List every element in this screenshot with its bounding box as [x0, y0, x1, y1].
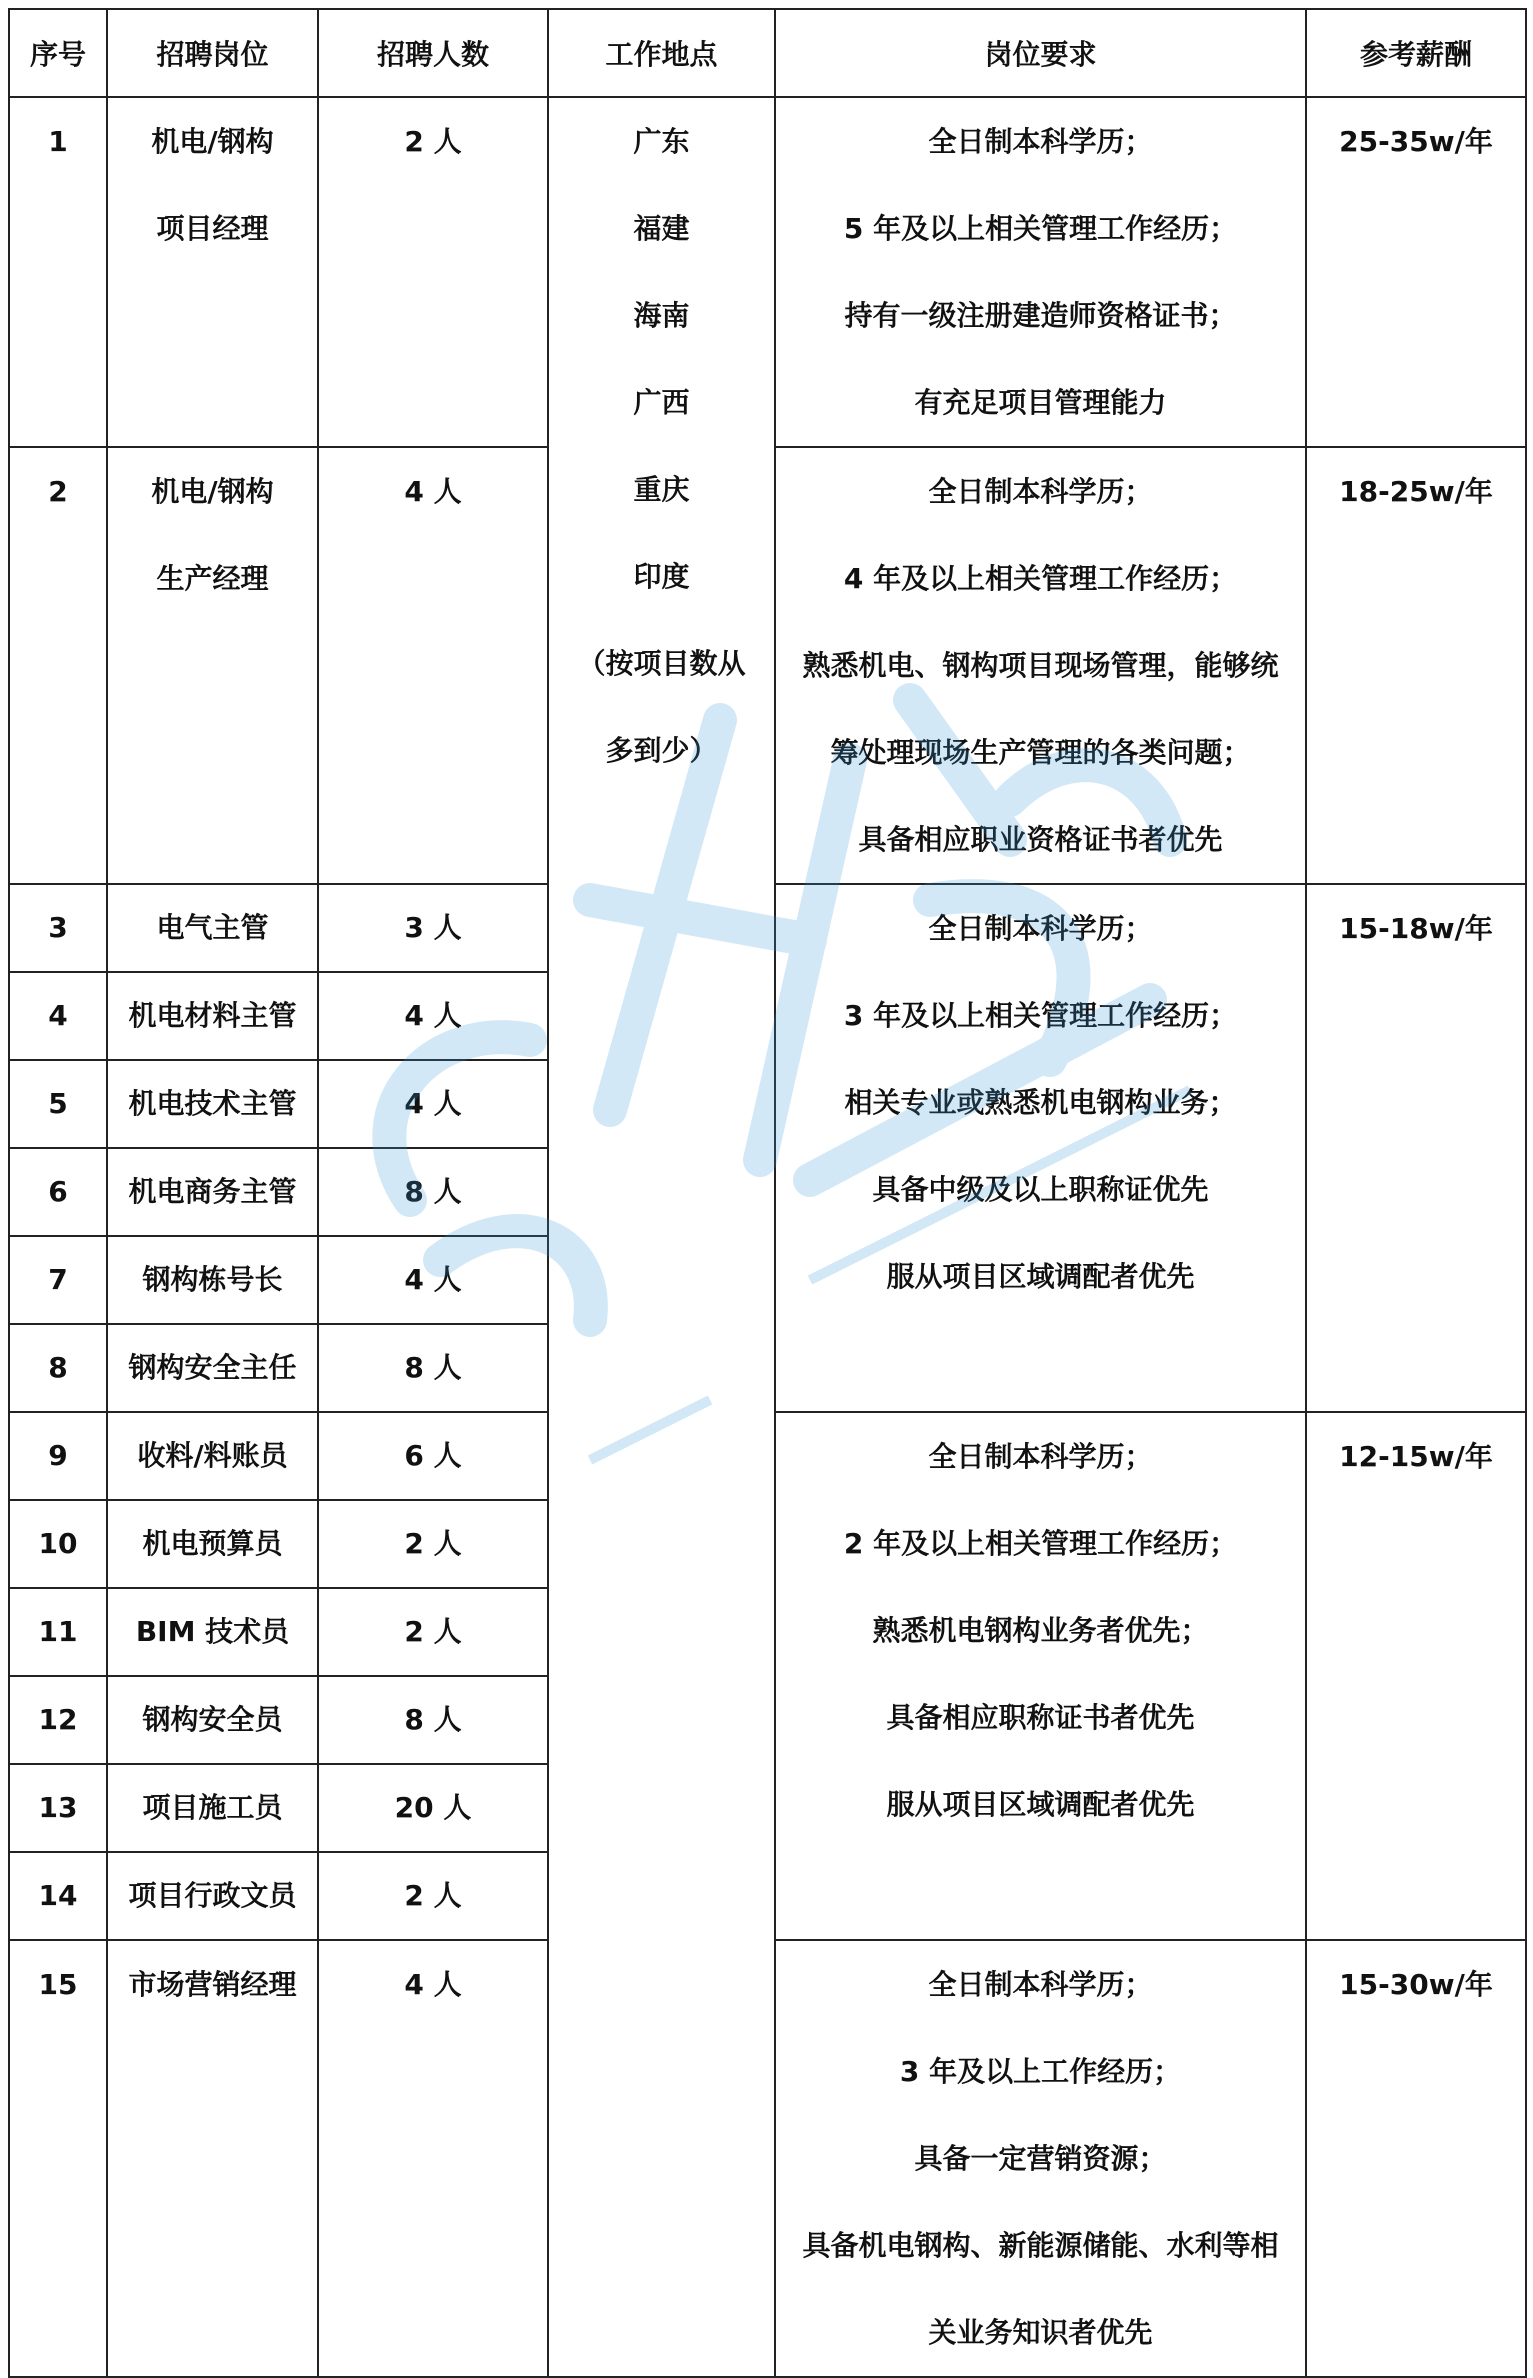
cell-position: [107, 447, 318, 884]
row-number: 6: [48, 1175, 68, 1208]
headcount: 8 人: [404, 1351, 462, 1384]
requirement-line: 全日制本科学历；: [928, 1968, 1153, 2001]
position-line: 钢构安全主任: [128, 1351, 297, 1384]
headcount: 8 人: [404, 1175, 462, 1208]
header-salary: 参考薪酬: [1306, 9, 1526, 97]
row-number: 3: [48, 911, 68, 944]
header-requirements: 岗位要求: [775, 9, 1306, 97]
requirement-line: 全日制本科学历；: [928, 475, 1153, 508]
location-line: 福建: [633, 212, 690, 245]
location-line: 海南: [633, 299, 690, 332]
requirement-line: 相关专业或熟悉机电钢构业务；: [844, 1086, 1237, 1119]
cell-salary: [1306, 1412, 1526, 1940]
cell-count: [318, 884, 548, 972]
cell-count: [318, 1588, 548, 1676]
location-line: 广西: [633, 386, 690, 419]
position-line: 钢构栋号长: [142, 1263, 283, 1296]
cell-no: [9, 447, 107, 884]
cell-salary: [1306, 97, 1526, 447]
cell-count: [318, 1500, 548, 1588]
row-number: 5: [48, 1087, 68, 1120]
requirement-line: 2 年及以上相关管理工作经历；: [843, 1527, 1238, 1560]
cell-no: [9, 884, 107, 972]
position-line: 项目经理: [156, 212, 269, 245]
salary-range: 15-30w/年: [1339, 1968, 1493, 2001]
table-body: [9, 97, 1526, 2377]
requirement-line: 筹处理现场生产管理的各类问题；: [830, 736, 1251, 769]
requirement-line: 5 年及以上相关管理工作经历；: [843, 212, 1238, 245]
cell-no: [9, 1940, 107, 2377]
cell-salary: [1306, 884, 1526, 1412]
position-line: 机电商务主管: [128, 1175, 297, 1208]
requirement-line: 具备中级及以上职称证优先: [872, 1173, 1209, 1206]
cell-no: [9, 1236, 107, 1324]
cell-no: [9, 1148, 107, 1236]
position-line: 机电预算员: [142, 1527, 283, 1560]
header-location: 工作地点: [548, 9, 775, 97]
row-number: 11: [38, 1615, 78, 1648]
cell-position: [107, 1060, 318, 1148]
location-line: 多到少）: [605, 734, 718, 767]
position-line: 项目行政文员: [128, 1879, 297, 1912]
headcount: 6 人: [404, 1439, 462, 1472]
cell-position: [107, 1236, 318, 1324]
header-position: 招聘岗位: [107, 9, 318, 97]
position-line: 项目施工员: [142, 1791, 283, 1824]
cell-count: [318, 447, 548, 884]
salary-range: 25-35w/年: [1339, 125, 1493, 158]
position-line: 市场营销经理: [128, 1968, 297, 2001]
cell-position: [107, 1852, 318, 1940]
location-line: 印度: [633, 560, 690, 593]
cell-count: [318, 1148, 548, 1236]
position-line: BIM 技术员: [135, 1615, 290, 1648]
requirement-line: 具备一定营销资源；: [914, 2142, 1167, 2175]
requirement-line: 具备机电钢构、新能源储能、水利等相: [802, 2229, 1279, 2262]
cell-position: [107, 1764, 318, 1852]
cell-count: [318, 1324, 548, 1412]
position-line: 机电/钢构: [151, 475, 274, 508]
cell-count: [318, 1764, 548, 1852]
requirement-line: 服从项目区域调配者优先: [886, 1260, 1195, 1293]
header-no: 序号: [9, 9, 107, 97]
row-number: 12: [38, 1703, 78, 1736]
headcount: 4 人: [404, 1968, 462, 2001]
cell-no: [9, 972, 107, 1060]
position-line: 机电材料主管: [128, 999, 297, 1032]
cell-count: [318, 972, 548, 1060]
requirement-line: 全日制本科学历；: [928, 1440, 1153, 1473]
requirement-line: 有充足项目管理能力: [914, 386, 1167, 419]
row-number: 1: [48, 125, 68, 158]
location-line: 广东: [633, 125, 690, 158]
cell-position: [107, 1324, 318, 1412]
headcount: 4 人: [404, 1087, 462, 1120]
headcount: 2 人: [404, 1879, 462, 1912]
row-number: 4: [48, 999, 68, 1032]
position-line: 机电/钢构: [151, 125, 274, 158]
requirement-line: 关业务知识者优先: [928, 2316, 1153, 2349]
cell-no: [9, 97, 107, 447]
salary-range: 15-18w/年: [1339, 912, 1493, 945]
cell-position: [107, 1148, 318, 1236]
headcount: 4 人: [404, 1263, 462, 1296]
header-count: 招聘人数: [318, 9, 548, 97]
row-number: 2: [48, 475, 68, 508]
cell-no: [9, 1500, 107, 1588]
row-number: 7: [48, 1263, 68, 1296]
cell-location: [548, 97, 775, 2377]
cell-no: [9, 1324, 107, 1412]
cell-requirements: [775, 97, 1306, 447]
table-row: [9, 97, 1526, 447]
cell-count: [318, 1940, 548, 2377]
row-number: 14: [38, 1879, 78, 1912]
cell-no: [9, 1764, 107, 1852]
cell-no: [9, 1412, 107, 1500]
cell-position: [107, 1412, 318, 1500]
cell-salary: [1306, 1940, 1526, 2377]
row-number: 15: [38, 1968, 78, 2001]
recruitment-table: [8, 8, 1527, 2378]
requirement-line: 持有一级注册建造师资格证书；: [844, 299, 1237, 332]
cell-count: [318, 1676, 548, 1764]
cell-no: [9, 1060, 107, 1148]
requirement-line: 全日制本科学历；: [928, 912, 1153, 945]
position-line: 机电技术主管: [128, 1087, 297, 1120]
cell-no: [9, 1588, 107, 1676]
position-line: 电气主管: [156, 911, 269, 944]
position-line: 生产经理: [156, 562, 269, 595]
requirement-line: 3 年及以上工作经历；: [899, 2055, 1182, 2088]
cell-position: [107, 972, 318, 1060]
cell-no: [9, 1852, 107, 1940]
cell-position: [107, 97, 318, 447]
row-number: 10: [38, 1527, 78, 1560]
salary-range: 18-25w/年: [1339, 475, 1493, 508]
headcount: 3 人: [404, 911, 462, 944]
requirement-line: 3 年及以上相关管理工作经历；: [843, 999, 1238, 1032]
requirement-line: 熟悉机电钢构业务者优先；: [872, 1614, 1209, 1647]
headcount: 20 人: [394, 1791, 472, 1824]
row-number: 13: [38, 1791, 78, 1824]
cell-position: [107, 1500, 318, 1588]
cell-count: [318, 97, 548, 447]
requirement-line: 全日制本科学历；: [928, 125, 1153, 158]
requirement-line: 具备相应职称证书者优先: [886, 1701, 1195, 1734]
headcount: 2 人: [404, 1527, 462, 1560]
header-row: [9, 9, 1526, 97]
cell-position: [107, 1940, 318, 2377]
requirement-line: 4 年及以上相关管理工作经历；: [843, 562, 1238, 595]
requirement-line: 熟悉机电、钢构项目现场管理，能够统: [802, 649, 1279, 682]
cell-position: [107, 1588, 318, 1676]
cell-requirements: [775, 1940, 1306, 2377]
position-line: 收料/料账员: [137, 1439, 288, 1472]
location-line: 重庆: [633, 473, 690, 506]
cell-count: [318, 1852, 548, 1940]
headcount: 4 人: [404, 475, 462, 508]
cell-requirements: [775, 884, 1306, 1412]
salary-range: 12-15w/年: [1339, 1440, 1493, 1473]
cell-no: [9, 1676, 107, 1764]
requirement-line: 具备相应职业资格证书者优先: [858, 823, 1223, 856]
cell-requirements: [775, 447, 1306, 884]
position-line: 钢构安全员: [142, 1703, 283, 1736]
row-number: 8: [48, 1351, 68, 1384]
cell-count: [318, 1236, 548, 1324]
cell-count: [318, 1412, 548, 1500]
requirement-line: 服从项目区域调配者优先: [886, 1788, 1195, 1821]
headcount: 2 人: [404, 1615, 462, 1648]
cell-requirements: [775, 1412, 1306, 1940]
row-number: 9: [48, 1439, 68, 1472]
cell-salary: [1306, 447, 1526, 884]
cell-count: [318, 1060, 548, 1148]
headcount: 4 人: [404, 999, 462, 1032]
location-line: （按项目数从: [577, 647, 746, 680]
cell-position: [107, 884, 318, 972]
headcount: 2 人: [404, 125, 462, 158]
cell-position: [107, 1676, 318, 1764]
headcount: 8 人: [404, 1703, 462, 1736]
